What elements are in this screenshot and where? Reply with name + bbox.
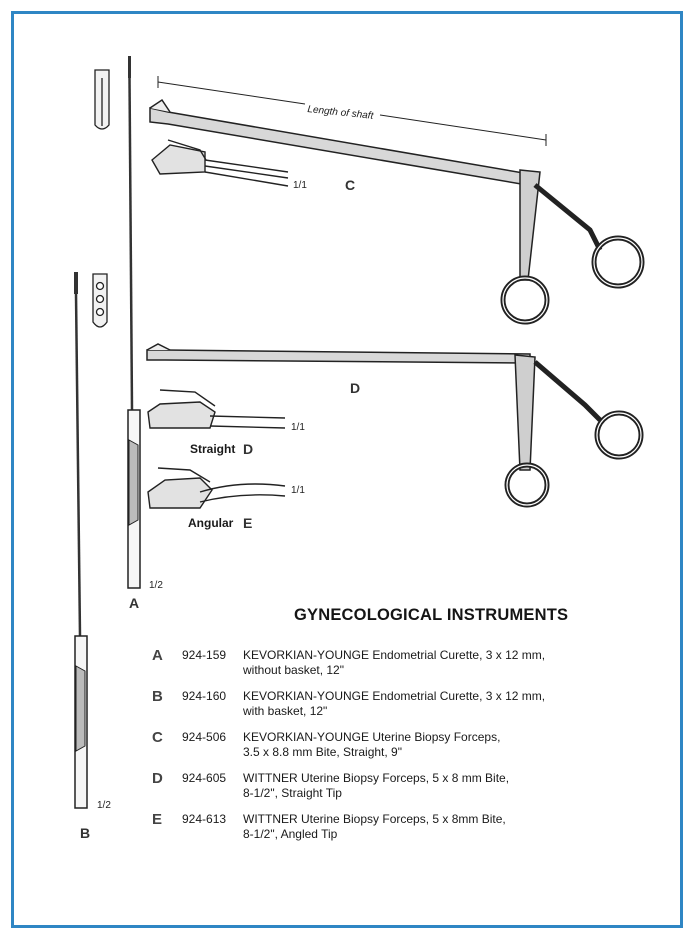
item-description: WITTNER Uterine Biopsy Forceps, 5 x 8 mm Bite, <box>243 771 510 785</box>
curette-a-tip-detail <box>95 70 109 129</box>
curette-b <box>74 272 87 808</box>
item-description-line2: 8-1/2", Angled Tip <box>243 827 338 841</box>
length-of-shaft-label: Length of shaft <box>306 104 374 122</box>
curette-b-tip-detail <box>93 274 107 327</box>
page-title: GYNECOLOGICAL INSTRUMENTS <box>294 606 569 624</box>
list-item <box>152 811 572 847</box>
item-code: 924-613 <box>182 812 227 826</box>
forceps-c-jaw-detail <box>152 140 288 186</box>
straight-tip-detail <box>148 390 285 428</box>
list-item <box>152 770 572 806</box>
scale-label-angular: 1/1 <box>291 485 305 496</box>
scale-label-a: 1/2 <box>149 580 163 591</box>
straight-label: Straight <box>190 442 236 456</box>
list-item <box>152 729 572 765</box>
angular-letter: E <box>243 515 253 531</box>
item-letter: B <box>152 688 163 705</box>
scale-label-straight: 1/1 <box>291 422 305 433</box>
item-description: KEVORKIAN-YOUNGE Uterine Biopsy Forceps, <box>243 730 501 744</box>
figure-label-a: A <box>129 595 140 611</box>
figure-label-c: C <box>345 177 356 193</box>
scale-label-c: 1/1 <box>293 180 307 191</box>
item-code: 924-159 <box>182 648 227 662</box>
item-code: 924-160 <box>182 689 227 703</box>
angular-label: Angular <box>188 516 234 530</box>
item-letter: A <box>152 647 163 664</box>
item-description-line2: 8-1/2", Straight Tip <box>243 786 342 800</box>
list-item <box>152 688 572 724</box>
figure-label-d: D <box>350 380 361 396</box>
curette-a <box>128 56 140 588</box>
forceps-d <box>147 344 641 505</box>
item-code: 924-506 <box>182 730 227 744</box>
item-code: 924-605 <box>182 771 227 785</box>
angular-tip-detail <box>148 468 285 508</box>
item-letter: E <box>152 811 163 828</box>
item-description-line2: without basket, 12" <box>243 663 344 677</box>
item-letter: D <box>152 770 163 787</box>
figure-label-b: B <box>80 825 91 841</box>
item-description-line2: with basket, 12" <box>243 704 328 718</box>
item-description: KEVORKIAN-YOUNGE Endometrial Curette, 3 x 12 mm, <box>243 689 546 703</box>
item-description: WITTNER Uterine Biopsy Forceps, 5 x 8mm Bite, <box>243 812 506 826</box>
item-description: KEVORKIAN-YOUNGE Endometrial Curette, 3 x 12 mm, <box>243 648 546 662</box>
forceps-c <box>150 100 642 322</box>
item-description-line2: 3.5 x 8.8 mm Bite, Straight, 9" <box>243 745 402 759</box>
scale-label-b: 1/2 <box>97 800 111 811</box>
item-letter: C <box>152 729 163 746</box>
straight-letter: D <box>243 441 254 457</box>
list-item <box>152 647 572 683</box>
